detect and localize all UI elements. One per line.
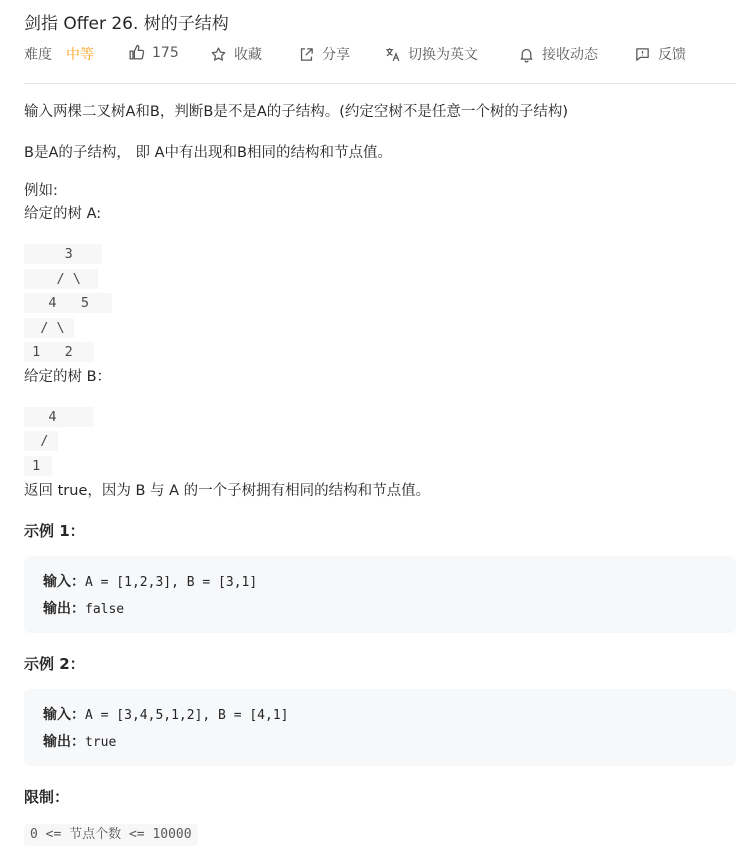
example-2-output-value: true bbox=[85, 735, 117, 750]
feedback-button[interactable] bbox=[634, 44, 686, 64]
tree-a-line-4: / \ bbox=[24, 318, 74, 338]
constraint-value: 0 <= 节点个数 <= 10000 bbox=[24, 824, 198, 846]
tree-b-label: 给定的树 B： bbox=[24, 369, 112, 385]
example-intro: 例如: bbox=[24, 183, 58, 199]
share-label: 分享 bbox=[322, 47, 350, 63]
difficulty bbox=[24, 44, 94, 64]
example-1-box bbox=[24, 556, 736, 633]
bell-icon bbox=[518, 46, 535, 63]
example-1-input bbox=[43, 571, 257, 594]
tree-a-line-5: 1 2 bbox=[24, 342, 94, 362]
translate-button[interactable] bbox=[384, 44, 478, 64]
example-1-input-value: A = [1,2,3], B = [3,1] bbox=[85, 575, 258, 590]
conclusion: 返回 true，因为 B 与 A 的一个子树拥有相同的结构和节点值。 bbox=[24, 483, 431, 499]
example-1-output-label: 输出： bbox=[43, 601, 85, 617]
translate-label: 切换为英文 bbox=[408, 47, 478, 63]
description-paragraph-1: 输入两棵二叉树A和B，判断B是不是A的子结构。(约定空树不是任意一个树的子结构) bbox=[24, 104, 569, 120]
problem-title: 剑指 Offer 26. 树的子结构 bbox=[24, 14, 229, 34]
constraints-heading: 限制： bbox=[24, 788, 70, 806]
subscribe-label: 接收动态 bbox=[542, 47, 598, 63]
tree-a-label: 给定的树 A: bbox=[24, 206, 102, 222]
favorite-button[interactable] bbox=[210, 44, 262, 64]
star-icon bbox=[210, 46, 227, 63]
difficulty-label: 难度 bbox=[24, 47, 52, 63]
tree-a-line-1: 3 bbox=[24, 244, 102, 264]
feedback-label: 反馈 bbox=[658, 47, 686, 63]
subscribe-button[interactable] bbox=[518, 44, 598, 64]
tree-b-line-1: 4 bbox=[24, 407, 93, 427]
example-1-heading: 示例 1： bbox=[24, 522, 85, 540]
translate-icon bbox=[384, 46, 401, 63]
tree-b-line-3: 1 bbox=[24, 456, 52, 476]
like-button[interactable] bbox=[128, 44, 179, 61]
tree-a-line-2: / \ bbox=[24, 269, 98, 289]
example-2-input bbox=[43, 704, 289, 727]
like-count: 175 bbox=[152, 44, 179, 61]
example-2-input-value: A = [3,4,5,1,2], B = [4,1] bbox=[85, 708, 289, 723]
example-1-input-label: 输入： bbox=[43, 574, 85, 590]
header-divider bbox=[24, 83, 736, 84]
example-2-box bbox=[24, 689, 736, 766]
share-button[interactable] bbox=[298, 44, 350, 64]
description-paragraph-2: B是A的子结构， 即 A中有出现和B相同的结构和节点值。 bbox=[24, 145, 392, 161]
share-icon bbox=[298, 46, 315, 63]
example-1-output-value: false bbox=[85, 602, 125, 617]
example-2-output-label: 输出： bbox=[43, 734, 85, 750]
feedback-icon bbox=[634, 46, 651, 63]
favorite-label: 收藏 bbox=[234, 47, 262, 63]
tree-a-line-3: 4 5 bbox=[24, 293, 112, 313]
tree-b-line-2: / bbox=[24, 431, 58, 451]
example-1-output bbox=[43, 598, 124, 621]
difficulty-value: 中等 bbox=[66, 47, 94, 63]
example-2-input-label: 输入： bbox=[43, 707, 85, 723]
example-2-heading: 示例 2： bbox=[24, 655, 85, 673]
example-2-output bbox=[43, 731, 116, 754]
thumbs-up-icon bbox=[128, 44, 145, 61]
